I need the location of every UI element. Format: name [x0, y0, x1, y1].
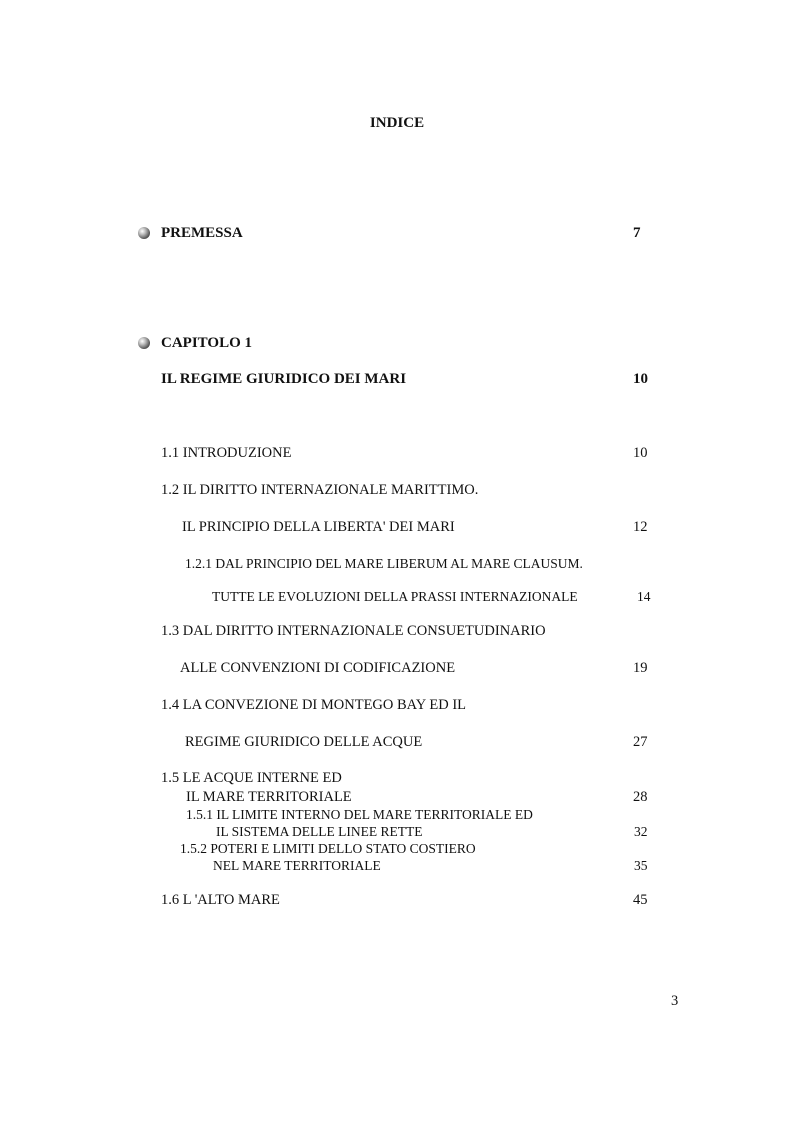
toc-entry-1-2-1-line2[interactable]: TUTTE LE EVOLUZIONI DELLA PRASSI INTERNAZIONALE — [212, 589, 578, 604]
toc-entry-capitolo-1[interactable]: CAPITOLO 1 — [161, 335, 252, 351]
toc-entry-1-2-line1[interactable]: 1.2 IL DIRITTO INTERNAZIONALE MARITTIMO. — [161, 482, 479, 498]
toc-page-1-6: 45 — [633, 892, 648, 908]
toc-page-1-2: 12 — [633, 519, 648, 535]
page-number: 3 — [671, 993, 679, 1009]
toc-page-1-4: 27 — [633, 734, 648, 750]
toc-entry-1-2-1-line1[interactable]: 1.2.1 DAL PRINCIPIO DEL MARE LIBERUM AL MARE CLAUSUM. — [185, 556, 583, 571]
toc-entry-1-4-line2[interactable]: REGIME GIURIDICO DELLE ACQUE — [185, 734, 423, 750]
toc-entry-premessa[interactable]: PREMESSA — [161, 225, 243, 241]
page-title: INDICE — [369, 115, 425, 131]
toc-page-1-2-1: 14 — [637, 589, 651, 604]
toc-entry-1-6[interactable]: 1.6 L 'ALTO MARE — [161, 892, 280, 908]
toc-entry-chapter-title[interactable]: IL REGIME GIURIDICO DEI MARI — [161, 371, 407, 387]
toc-page-1-5: 28 — [633, 789, 648, 805]
toc-page-premessa: 7 — [633, 225, 641, 241]
toc-entry-1-5-2-line1[interactable]: 1.5.2 POTERI E LIMITI DELLO STATO COSTIERO — [180, 841, 476, 856]
toc-entry-1-5-line1[interactable]: 1.5 LE ACQUE INTERNE ED — [161, 770, 342, 786]
toc-entry-1-5-line2[interactable]: IL MARE TERRITORIALE — [186, 789, 352, 805]
toc-entry-1-3-line2[interactable]: ALLE CONVENZIONI DI CODIFICAZIONE — [180, 660, 456, 676]
bullet-icon — [138, 337, 150, 349]
toc-entry-1-3-line1[interactable]: 1.3 DAL DIRITTO INTERNAZIONALE CONSUETUDINARIO — [161, 623, 546, 639]
toc-page-1-5-1: 32 — [634, 824, 648, 839]
toc-entry-1-5-1-line2[interactable]: IL SISTEMA DELLE LINEE RETTE — [216, 824, 423, 839]
toc-page-1-3: 19 — [633, 660, 648, 676]
toc-entry-1-4-line1[interactable]: 1.4 LA CONVEZIONE DI MONTEGO BAY ED IL — [161, 697, 467, 713]
toc-entry-1-2-line2[interactable]: IL PRINCIPIO DELLA LIBERTA' DEI MARI — [182, 519, 455, 535]
toc-entry-1-1[interactable]: 1.1 INTRODUZIONE — [161, 445, 292, 461]
toc-page-1-5-2: 35 — [634, 858, 648, 873]
toc-entry-1-5-1-line1[interactable]: 1.5.1 IL LIMITE INTERNO DEL MARE TERRITORIALE ED — [186, 807, 533, 822]
toc-page-chapter-title: 10 — [633, 371, 648, 387]
toc-entry-1-5-2-line2[interactable]: NEL MARE TERRITORIALE — [213, 858, 381, 873]
toc-page-1-1: 10 — [633, 445, 648, 461]
bullet-icon — [138, 227, 150, 239]
